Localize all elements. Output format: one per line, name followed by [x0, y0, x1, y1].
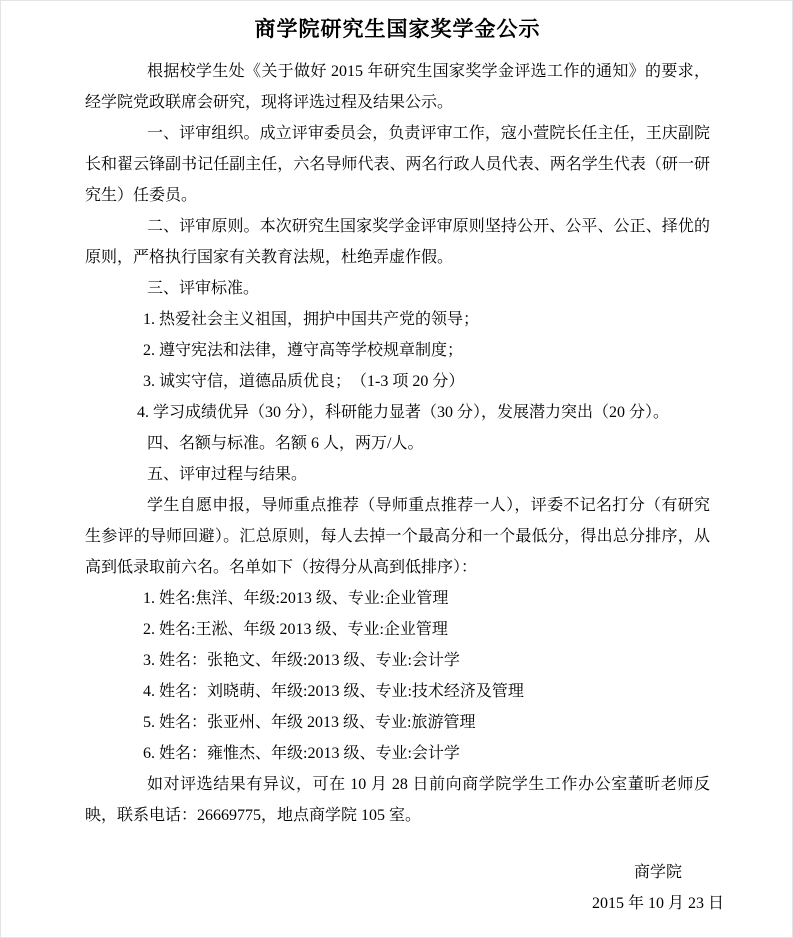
section-5-process-heading: 五、评审过程与结果。 [147, 466, 308, 483]
signature-block [563, 857, 753, 919]
criterion-item-3: 3. 诚实守信，道德品质优良； （1-3 项 20 分） [143, 373, 465, 390]
document-title: 商学院研究生国家奖学金公示 [254, 18, 541, 41]
winner-item-2: 2. 姓名:王淞、年级 2013 级、专业:企业管理 [143, 621, 448, 638]
winner-item-5: 5. 姓名：张亚州、年级 2013 级、专业:旅游管理 [143, 714, 476, 731]
criterion-item-4: 4. 学习成绩优异（30 分），科研能力显著（30 分），发展潜力突出（20 分）。 [137, 404, 670, 421]
winner-item-6: 6. 姓名：雍惟杰、年级:2013 级、专业:会计学 [143, 745, 460, 762]
winner-item-1: 1. 姓名:焦洋、年级:2013 级、专业:企业管理 [143, 590, 449, 607]
winner-item-3: 3. 姓名：张艳文、年级:2013 级、专业:会计学 [143, 652, 460, 669]
criterion-item-2: 2. 遵守宪法和法律，遵守高等学校规章制度； [143, 342, 464, 359]
signature-org: 商学院 [633, 864, 682, 881]
section-2-review-principles: 二、评审原则。本次研究生国家奖学金评审原则坚持公开、公平、公正、择优的原则，严格执行国家有关教育法规，杜绝弄虚作假。 [85, 218, 710, 266]
winner-item-4: 4. 姓名：刘晓萌、年级:2013 级、专业:技术经济及管理 [143, 683, 524, 700]
appeal-paragraph: 如对评选结果有异议，可在 10 月 28 日前向商学院学生工作办公室董昕老师反映，联系电话：26669775，地点商学院 105 室。 [85, 776, 710, 824]
criterion-item-1: 1. 热爱社会主义祖国，拥护中国共产党的领导； [143, 311, 480, 328]
section-1-review-committee: 一、评审组织。成立评审委员会，负责评审工作，寇小萱院长任主任，王庆副院长和翟云锋副书记任副主任，六名导师代表、两名行政人员代表、两名学生代表（研一研究生）任委员。 [85, 125, 710, 204]
section-3-review-criteria-heading: 三、评审标准。 [147, 280, 260, 297]
intro-paragraph: 根据校学生处《关于做好 2015 年研究生国家奖学金评选工作的通知》的要求，经学院党政联席会研究，现将评选过程及结果公示。 [85, 63, 710, 111]
signature-date: 2015 年 10 月 23 日 [591, 895, 724, 912]
process-paragraph: 学生自愿申报，导师重点推荐（导师重点推荐一人），评委不记名打分（有研究生参评的导师回避）。汇总原则，每人去掉一个最高分和一个最低分，得出总分排序，从高到低录取前六名。名单如下（按得分从高到低排序）： [85, 497, 710, 576]
section-4-quota-heading: 四、名额与标准。名额 6 人，两万/人。 [147, 435, 424, 452]
